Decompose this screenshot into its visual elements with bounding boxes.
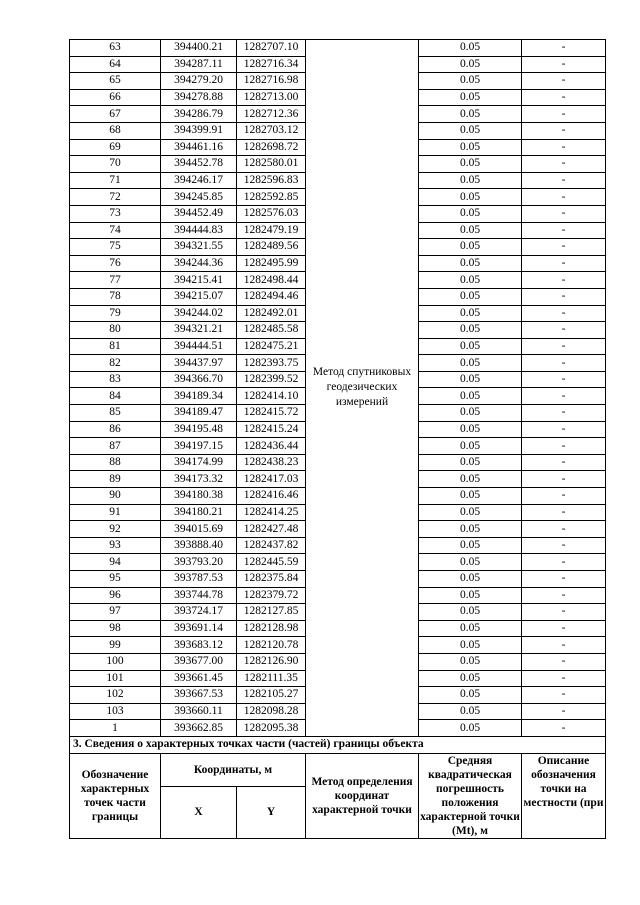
point-number-cell: 90 xyxy=(70,488,161,505)
point-number-cell: 98 xyxy=(70,620,161,637)
header-coordinates: Координаты, м xyxy=(161,753,306,787)
description-cell: - xyxy=(522,172,606,189)
description-cell: - xyxy=(522,222,606,239)
point-number-cell: 73 xyxy=(70,205,161,222)
point-number-cell: 84 xyxy=(70,388,161,405)
description-cell: - xyxy=(522,322,606,339)
description-cell: - xyxy=(522,338,606,355)
error-cell: 0.05 xyxy=(419,587,522,604)
description-cell: - xyxy=(522,305,606,322)
point-number-cell: 96 xyxy=(70,587,161,604)
description-cell: - xyxy=(522,537,606,554)
description-cell: - xyxy=(522,703,606,720)
x-coordinate-cell: 393667.53 xyxy=(161,687,237,704)
y-coordinate-cell: 1282416.46 xyxy=(237,488,306,505)
description-cell: - xyxy=(522,521,606,538)
description-cell: - xyxy=(522,604,606,621)
coordinates-table-body xyxy=(70,40,606,737)
error-cell: 0.05 xyxy=(419,272,522,289)
description-cell: - xyxy=(522,205,606,222)
point-number-cell: 74 xyxy=(70,222,161,239)
x-coordinate-cell: 394279.20 xyxy=(161,73,237,90)
point-number-cell: 76 xyxy=(70,255,161,272)
x-coordinate-cell: 393787.53 xyxy=(161,571,237,588)
error-cell: 0.05 xyxy=(419,405,522,422)
description-cell: - xyxy=(522,56,606,73)
x-coordinate-cell: 394180.38 xyxy=(161,488,237,505)
error-cell: 0.05 xyxy=(419,355,522,372)
x-coordinate-cell: 394437.97 xyxy=(161,355,237,372)
x-coordinate-cell: 394244.36 xyxy=(161,255,237,272)
x-coordinate-cell: 393661.45 xyxy=(161,670,237,687)
point-number-cell: 92 xyxy=(70,521,161,538)
description-cell: - xyxy=(522,587,606,604)
description-cell: - xyxy=(522,720,606,737)
point-number-cell: 86 xyxy=(70,421,161,438)
y-coordinate-cell: 1282126.90 xyxy=(237,653,306,670)
y-coordinate-cell: 1282495.99 xyxy=(237,255,306,272)
y-coordinate-cell: 1282596.83 xyxy=(237,172,306,189)
x-coordinate-cell: 394173.32 xyxy=(161,471,237,488)
x-coordinate-cell: 394321.55 xyxy=(161,239,237,256)
point-number-cell: 83 xyxy=(70,371,161,388)
x-coordinate-cell: 394444.83 xyxy=(161,222,237,239)
point-number-cell: 79 xyxy=(70,305,161,322)
y-coordinate-cell: 1282127.85 xyxy=(237,604,306,621)
error-cell: 0.05 xyxy=(419,471,522,488)
error-cell: 0.05 xyxy=(419,172,522,189)
point-number-cell: 101 xyxy=(70,670,161,687)
description-cell: - xyxy=(522,454,606,471)
error-cell: 0.05 xyxy=(419,305,522,322)
description-cell: - xyxy=(522,255,606,272)
y-coordinate-cell: 1282414.10 xyxy=(237,388,306,405)
description-cell: - xyxy=(522,122,606,139)
y-coordinate-cell: 1282414.25 xyxy=(237,504,306,521)
section3-table xyxy=(70,736,606,838)
error-cell: 0.05 xyxy=(419,288,522,305)
point-number-cell: 99 xyxy=(70,637,161,654)
description-cell: - xyxy=(522,239,606,256)
description-cell: - xyxy=(522,670,606,687)
y-coordinate-cell: 1282105.27 xyxy=(237,687,306,704)
point-number-cell: 85 xyxy=(70,405,161,422)
y-coordinate-cell: 1282489.56 xyxy=(237,239,306,256)
x-coordinate-cell: 393662.85 xyxy=(161,720,237,737)
error-cell: 0.05 xyxy=(419,106,522,123)
description-cell: - xyxy=(522,388,606,405)
x-coordinate-cell: 394321.21 xyxy=(161,322,237,339)
point-number-cell: 91 xyxy=(70,504,161,521)
description-cell: - xyxy=(522,488,606,505)
point-number-cell: 1 xyxy=(70,720,161,737)
y-coordinate-cell: 1282479.19 xyxy=(237,222,306,239)
point-number-cell: 77 xyxy=(70,272,161,289)
error-cell: 0.05 xyxy=(419,205,522,222)
x-coordinate-cell: 394461.16 xyxy=(161,139,237,156)
table-row xyxy=(70,40,606,57)
error-cell: 0.05 xyxy=(419,139,522,156)
error-cell: 0.05 xyxy=(419,604,522,621)
point-number-cell: 102 xyxy=(70,687,161,704)
x-coordinate-cell: 394366.70 xyxy=(161,371,237,388)
y-coordinate-cell: 1282445.59 xyxy=(237,554,306,571)
y-coordinate-cell: 1282375.84 xyxy=(237,571,306,588)
y-coordinate-cell: 1282438.23 xyxy=(237,454,306,471)
x-coordinate-cell: 394400.21 xyxy=(161,40,237,57)
error-cell: 0.05 xyxy=(419,89,522,106)
description-cell: - xyxy=(522,653,606,670)
y-coordinate-cell: 1282128.98 xyxy=(237,620,306,637)
y-coordinate-cell: 1282436.44 xyxy=(237,438,306,455)
error-cell: 0.05 xyxy=(419,571,522,588)
x-coordinate-cell: 394246.17 xyxy=(161,172,237,189)
error-cell: 0.05 xyxy=(419,239,522,256)
y-coordinate-cell: 1282492.01 xyxy=(237,305,306,322)
x-coordinate-cell: 394180.21 xyxy=(161,504,237,521)
y-coordinate-cell: 1282415.72 xyxy=(237,405,306,422)
x-coordinate-cell: 393660.11 xyxy=(161,703,237,720)
description-cell: - xyxy=(522,620,606,637)
section3-title: 3. Сведения о характерных точках части (частей) границы объекта xyxy=(70,736,606,753)
point-number-cell: 97 xyxy=(70,604,161,621)
x-coordinate-cell: 393724.17 xyxy=(161,604,237,621)
x-coordinate-cell: 394452.49 xyxy=(161,205,237,222)
error-cell: 0.05 xyxy=(419,338,522,355)
y-coordinate-cell: 1282713.00 xyxy=(237,89,306,106)
x-coordinate-cell: 393793.20 xyxy=(161,554,237,571)
y-coordinate-cell: 1282716.34 xyxy=(237,56,306,73)
y-coordinate-cell: 1282716.98 xyxy=(237,73,306,90)
point-number-cell: 81 xyxy=(70,338,161,355)
x-coordinate-cell: 393691.14 xyxy=(161,620,237,637)
point-number-cell: 72 xyxy=(70,189,161,206)
y-coordinate-cell: 1282698.72 xyxy=(237,139,306,156)
description-cell: - xyxy=(522,421,606,438)
y-coordinate-cell: 1282580.01 xyxy=(237,156,306,173)
header-y: Y xyxy=(237,787,306,838)
y-coordinate-cell: 1282095.38 xyxy=(237,720,306,737)
point-number-cell: 65 xyxy=(70,73,161,90)
y-coordinate-cell: 1282703.12 xyxy=(237,122,306,139)
error-cell: 0.05 xyxy=(419,454,522,471)
y-coordinate-cell: 1282707.10 xyxy=(237,40,306,57)
error-cell: 0.05 xyxy=(419,637,522,654)
point-number-cell: 88 xyxy=(70,454,161,471)
point-number-cell: 68 xyxy=(70,122,161,139)
point-number-cell: 70 xyxy=(70,156,161,173)
description-cell: - xyxy=(522,156,606,173)
point-number-cell: 66 xyxy=(70,89,161,106)
x-coordinate-cell: 393888.40 xyxy=(161,537,237,554)
x-coordinate-cell: 393744.78 xyxy=(161,587,237,604)
description-cell: - xyxy=(522,687,606,704)
error-cell: 0.05 xyxy=(419,488,522,505)
error-cell: 0.05 xyxy=(419,56,522,73)
point-number-cell: 103 xyxy=(70,703,161,720)
x-coordinate-cell: 394245.85 xyxy=(161,189,237,206)
error-cell: 0.05 xyxy=(419,122,522,139)
point-number-cell: 100 xyxy=(70,653,161,670)
y-coordinate-cell: 1282399.52 xyxy=(237,371,306,388)
x-coordinate-cell: 394444.51 xyxy=(161,338,237,355)
x-coordinate-cell: 394399.91 xyxy=(161,122,237,139)
error-cell: 0.05 xyxy=(419,322,522,339)
x-coordinate-cell: 394015.69 xyxy=(161,521,237,538)
error-cell: 0.05 xyxy=(419,73,522,90)
point-number-cell: 64 xyxy=(70,56,161,73)
x-coordinate-cell: 394278.88 xyxy=(161,89,237,106)
description-cell: - xyxy=(522,405,606,422)
x-coordinate-cell: 394197.15 xyxy=(161,438,237,455)
description-cell: - xyxy=(522,371,606,388)
y-coordinate-cell: 1282498.44 xyxy=(237,272,306,289)
x-coordinate-cell: 394174.99 xyxy=(161,454,237,471)
description-cell: - xyxy=(522,288,606,305)
x-coordinate-cell: 394286.79 xyxy=(161,106,237,123)
y-coordinate-cell: 1282475.21 xyxy=(237,338,306,355)
description-cell: - xyxy=(522,40,606,57)
error-cell: 0.05 xyxy=(419,720,522,737)
description-cell: - xyxy=(522,272,606,289)
error-cell: 0.05 xyxy=(419,620,522,637)
description-cell: - xyxy=(522,139,606,156)
y-coordinate-cell: 1282417.03 xyxy=(237,471,306,488)
header-error: Средняя квадратическая погрешность положения характерной точки (Mt), м xyxy=(420,754,520,837)
error-cell: 0.05 xyxy=(419,156,522,173)
description-cell: - xyxy=(522,554,606,571)
error-cell: 0.05 xyxy=(419,703,522,720)
y-coordinate-cell: 1282098.28 xyxy=(237,703,306,720)
description-cell: - xyxy=(522,571,606,588)
error-cell: 0.05 xyxy=(419,189,522,206)
header-x: X xyxy=(161,787,237,838)
y-coordinate-cell: 1282111.35 xyxy=(237,670,306,687)
description-cell: - xyxy=(522,106,606,123)
description-cell: - xyxy=(522,89,606,106)
y-coordinate-cell: 1282494.46 xyxy=(237,288,306,305)
point-number-cell: 82 xyxy=(70,355,161,372)
error-cell: 0.05 xyxy=(419,504,522,521)
x-coordinate-cell: 393683.12 xyxy=(161,637,237,654)
y-coordinate-cell: 1282379.72 xyxy=(237,587,306,604)
coordinates-table xyxy=(69,39,606,839)
y-coordinate-cell: 1282393.75 xyxy=(237,355,306,372)
point-number-cell: 69 xyxy=(70,139,161,156)
error-cell: 0.05 xyxy=(419,388,522,405)
description-cell: - xyxy=(522,355,606,372)
description-cell: - xyxy=(522,73,606,90)
point-number-cell: 95 xyxy=(70,571,161,588)
y-coordinate-cell: 1282576.03 xyxy=(237,205,306,222)
x-coordinate-cell: 394452.78 xyxy=(161,156,237,173)
description-cell: - xyxy=(522,504,606,521)
description-cell: - xyxy=(522,471,606,488)
method-cell: Метод спутниковых геодезических измерений xyxy=(306,40,419,737)
error-cell: 0.05 xyxy=(419,521,522,538)
error-cell: 0.05 xyxy=(419,537,522,554)
error-cell: 0.05 xyxy=(419,421,522,438)
point-number-cell: 93 xyxy=(70,537,161,554)
section3-header-row xyxy=(70,753,606,787)
point-number-cell: 94 xyxy=(70,554,161,571)
error-cell: 0.05 xyxy=(419,687,522,704)
y-coordinate-cell: 1282120.78 xyxy=(237,637,306,654)
error-cell: 0.05 xyxy=(419,371,522,388)
error-cell: 0.05 xyxy=(419,438,522,455)
error-cell: 0.05 xyxy=(419,255,522,272)
header-method: Метод определения координат характерной точки xyxy=(306,753,419,838)
section3-title-row xyxy=(70,736,606,753)
header-designation: Обозначение характерных точек части границы xyxy=(70,753,161,838)
error-cell: 0.05 xyxy=(419,554,522,571)
error-cell: 0.05 xyxy=(419,40,522,57)
y-coordinate-cell: 1282437.82 xyxy=(237,537,306,554)
point-number-cell: 71 xyxy=(70,172,161,189)
x-coordinate-cell: 394244.02 xyxy=(161,305,237,322)
point-number-cell: 89 xyxy=(70,471,161,488)
error-cell: 0.05 xyxy=(419,222,522,239)
x-coordinate-cell: 394189.47 xyxy=(161,405,237,422)
x-coordinate-cell: 394189.34 xyxy=(161,388,237,405)
point-number-cell: 75 xyxy=(70,239,161,256)
y-coordinate-cell: 1282427.48 xyxy=(237,521,306,538)
header-description: Описание обозначения точки на местности (при xyxy=(522,753,606,838)
point-number-cell: 63 xyxy=(70,40,161,57)
error-cell: 0.05 xyxy=(419,653,522,670)
x-coordinate-cell: 394287.11 xyxy=(161,56,237,73)
x-coordinate-cell: 394215.07 xyxy=(161,288,237,305)
description-cell: - xyxy=(522,637,606,654)
point-number-cell: 67 xyxy=(70,106,161,123)
x-coordinate-cell: 394215.41 xyxy=(161,272,237,289)
x-coordinate-cell: 393677.00 xyxy=(161,653,237,670)
x-coordinate-cell: 394195.48 xyxy=(161,421,237,438)
y-coordinate-cell: 1282592.85 xyxy=(237,189,306,206)
description-cell: - xyxy=(522,189,606,206)
y-coordinate-cell: 1282485.58 xyxy=(237,322,306,339)
y-coordinate-cell: 1282712.36 xyxy=(237,106,306,123)
point-number-cell: 78 xyxy=(70,288,161,305)
point-number-cell: 87 xyxy=(70,438,161,455)
description-cell: - xyxy=(522,438,606,455)
error-cell: 0.05 xyxy=(419,670,522,687)
point-number-cell: 80 xyxy=(70,322,161,339)
y-coordinate-cell: 1282415.24 xyxy=(237,421,306,438)
